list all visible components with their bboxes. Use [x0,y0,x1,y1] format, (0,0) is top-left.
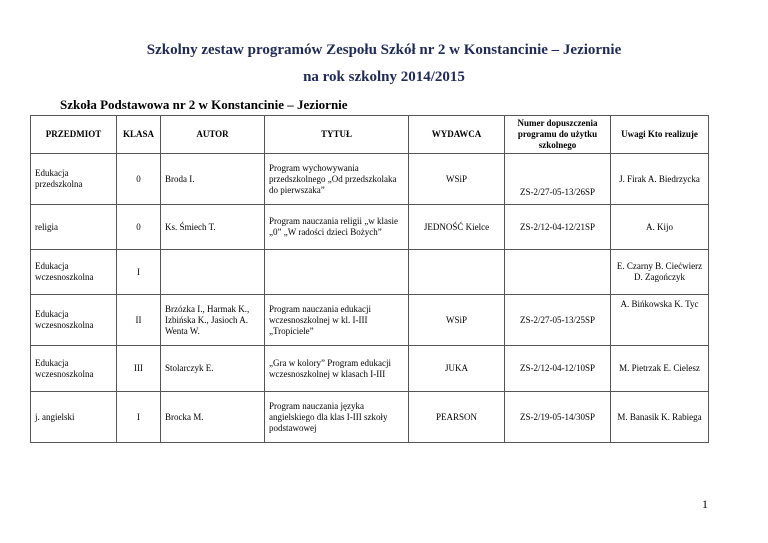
cell-uwagi: A. Kijo [611,205,709,250]
cell-tytul [265,250,409,295]
cell-przedmiot: Edukacja wczesnoszkolna [31,346,117,392]
school-name: Szkoła Podstawowa nr 2 w Konstancinie – Jeziornie [60,97,348,112]
table-row [31,295,709,346]
document-title: Szkolny zestaw programów Zespołu Szkół nr 2 w Konstancinie – Jeziornie [146,42,622,58]
cell-autor: Brzózka I., Harmak K., Izbińska K., Jasioch A. Wenta W. [161,295,265,346]
cell-autor [161,250,265,295]
col-header-uwagi: Uwagi Kto realizuje [611,116,709,154]
cell-uwagi: E. Czarny B. Ciećwierz D. Zagończyk [611,250,709,295]
cell-przedmiot: religia [31,205,117,250]
cell-klasa: I [117,250,161,295]
cell-tytul: Program nauczania religii „w klasie „0” „W radości dzieci Bożych” [265,205,409,250]
cell-numer [505,250,611,295]
cell-klasa: 0 [117,154,161,205]
col-header-numer: Numer dopuszczenia programu do użytku szkolnego [505,116,611,154]
page-number: 1 [702,497,708,511]
col-header-przedmiot: PRZEDMIOT [31,116,117,154]
cell-tytul: Program nauczania edukacji wczesnoszkolnej w kl. I-III „Tropiciele” [265,295,409,346]
cell-numer: ZS-2/27-05-13/25SP [505,295,611,346]
col-header-tytul: TYTUŁ [265,116,409,154]
cell-wydawca: PEARSON [409,392,505,443]
cell-autor: Brocka M. [161,392,265,443]
cell-klasa: 0 [117,205,161,250]
col-header-klasa: KLASA [117,116,161,154]
table-row [31,392,709,443]
cell-przedmiot: Edukacja wczesnoszkolna [31,295,117,346]
table-row [31,154,709,205]
col-header-wydawca: WYDAWCA [409,116,505,154]
cell-klasa: III [117,346,161,392]
cell-przedmiot: Edukacja wczesnoszkolna [31,250,117,295]
cell-klasa: I [117,392,161,443]
school-year: na rok szkolny 2014/2015 [303,69,465,85]
cell-wydawca: WSiP [409,154,505,205]
programs-table [30,115,709,443]
cell-numer: ZS-2/12-04-12/21SP [505,205,611,250]
table-row [31,250,709,295]
cell-przedmiot: j. angielski [31,392,117,443]
cell-wydawca: WSiP [409,295,505,346]
col-header-autor: AUTOR [161,116,265,154]
cell-uwagi: A. Bińkowska K. Tyc [611,295,709,346]
cell-uwagi: M. Banasik K. Rabiega [611,392,709,443]
table-row [31,205,709,250]
cell-tytul: Program nauczania języka angielskiego dla klas I-III szkoły podstawowej [265,392,409,443]
cell-uwagi: M. Pietrzak E. Cielesz [611,346,709,392]
table-header-row [31,116,709,154]
cell-autor: Ks. Śmiech T. [161,205,265,250]
cell-wydawca [409,250,505,295]
cell-klasa: II [117,295,161,346]
cell-przedmiot: Edukacja przedszkolna [31,154,117,205]
cell-autor: Broda I. [161,154,265,205]
cell-wydawca: JEDNOŚĆ Kielce [409,205,505,250]
table-row [31,346,709,392]
cell-numer: ZS-2/19-05-14/30SP [505,392,611,443]
cell-tytul: Program wychowywania przedszkolnego „Od przedszkolaka do pierwszaka” [265,154,409,205]
cell-wydawca: JUKA [409,346,505,392]
cell-numer: ZS-2/27-05-13/26SP [505,154,611,205]
cell-numer: ZS-2/12-04-12/10SP [505,346,611,392]
cell-tytul: „Gra w kolory” Program edukacji wczesnoszkolnej w klasach I-III [265,346,409,392]
cell-uwagi: J. Firak A. Biedrzycka [611,154,709,205]
cell-autor: Stolarczyk E. [161,346,265,392]
